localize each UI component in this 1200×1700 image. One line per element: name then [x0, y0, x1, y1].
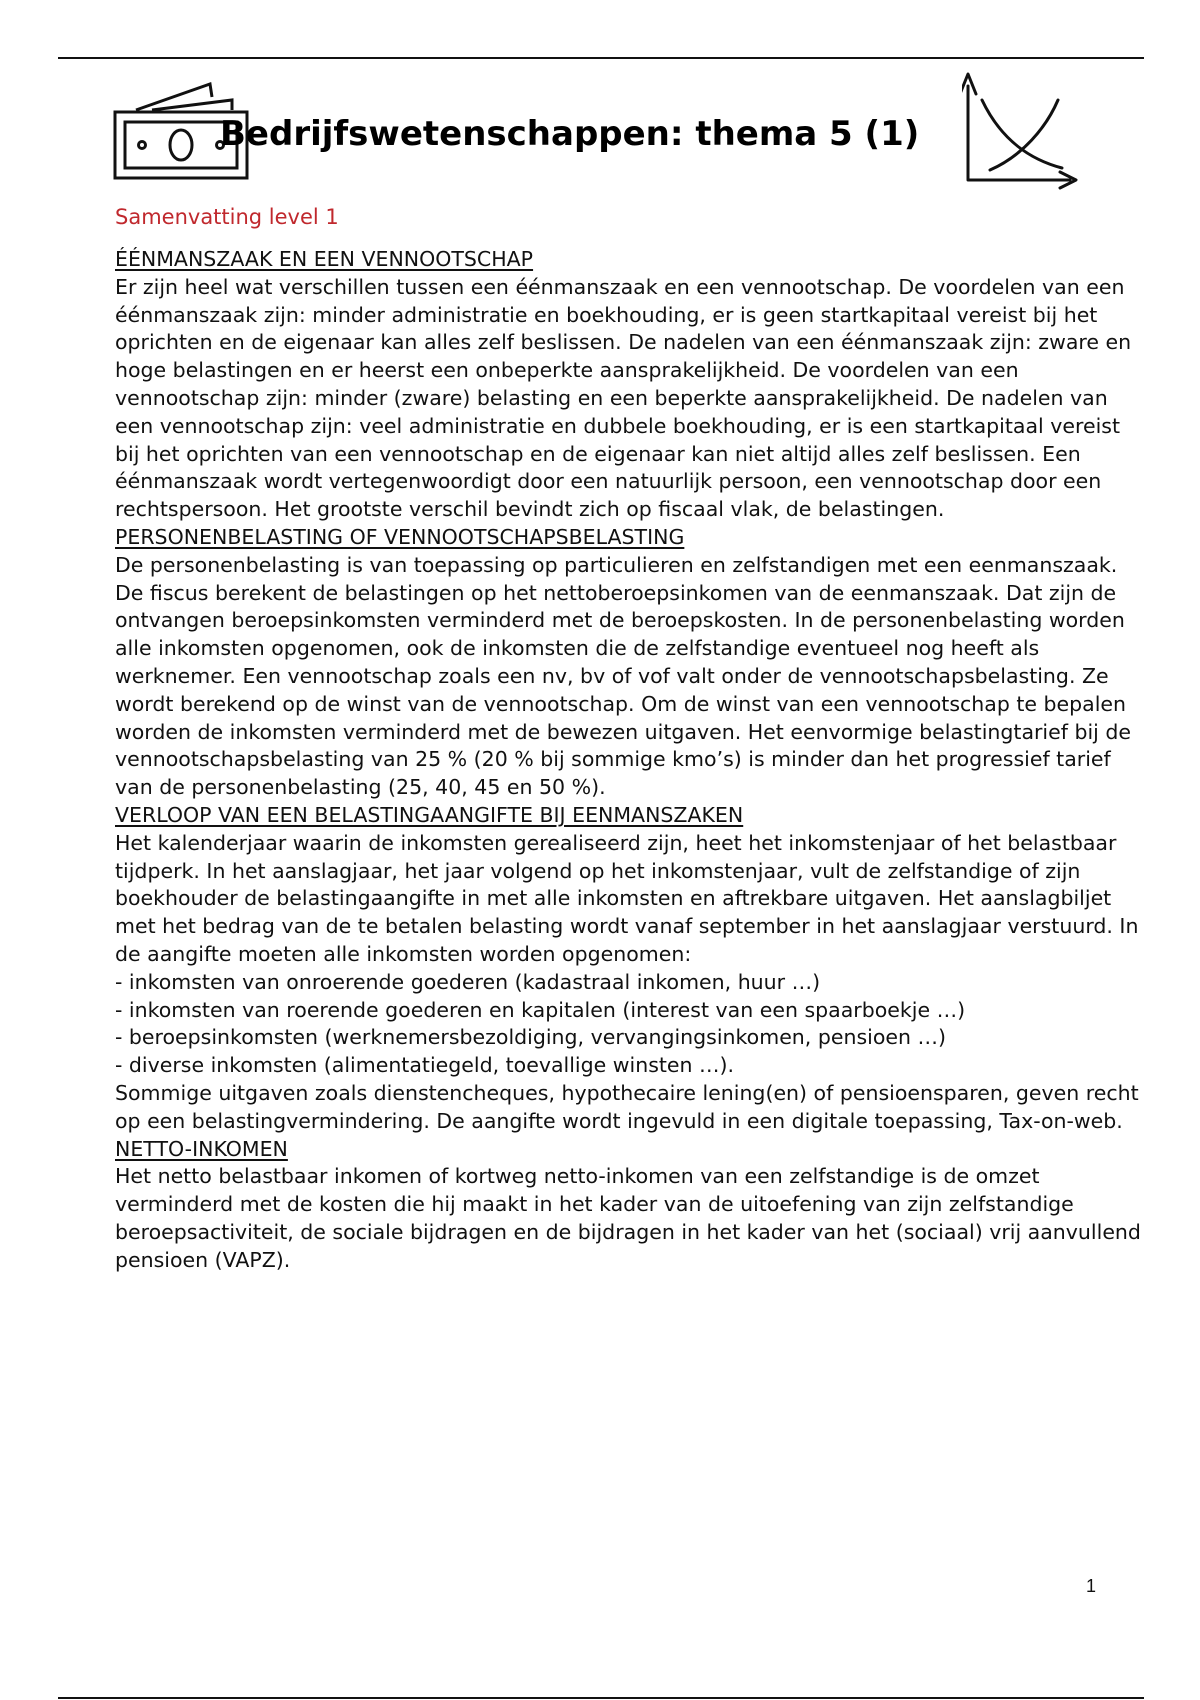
list-item: - inkomsten van roerende goederen en kapitalen (interest van een spaarboekje …) — [115, 997, 966, 1022]
document-subtitle: Samenvatting level 1 — [115, 205, 339, 229]
section-belastingaangifte — [115, 802, 1145, 1136]
section-paragraph: Sommige uitgaven zoals dienstencheques, hypothecaire lening(en) of pensioensparen, geven recht op een belastingvermindering. De aangifte wordt ingevuld in een digitale toepassing, Tax-on-web. — [115, 1080, 1139, 1133]
section-paragraph: Er zijn heel wat verschillen tussen een éénmanszaak en een vennootschap. De voordelen van een éénmanszaak zijn: minder administratie en boekhouding, er is geen startkapitaal vereist bij het oprichten en de eigenaar kan alles zelf beslissen. De nadelen van een éénmanszaak zijn: zware en hoge belastingen en er heerst een onbeperkte aansprakelijkheid. De voordelen van een vennootschap zijn: minder (zware) belasting en een beperkte aansprakelijkheid. De nadelen van een vennootschap zijn: veel administratie en dubbele boekhouding, er is een startkapitaal vereist bij het oprichten van een vennootschap en de eigenaar kan niet altijd alles zelf beslissen. Een éénmanszaak wordt vertegenwoordigt door een natuurlijk persoon, een vennootschap door een rechtspersoon. Het grootste verschil bevindt zich op fiscaal vlak, de belastingen. — [115, 274, 1132, 522]
page-number: 1 — [1085, 1576, 1096, 1596]
section-paragraph: Het netto belastbaar inkomen of kortweg netto-inkomen van een zelfstandige is de omzet verminderd met de kosten die hij maakt in het kader van de uitoefening van zijn zelfstandige beroepsactiviteit, de sociale bijdragen en de bijdragen in het kader van het (sociaal) vrij aanvullend pensioen (VAPZ). — [115, 1164, 1141, 1272]
top-divider — [58, 57, 1144, 59]
page-title: Bedrijfswetenschappen: thema 5 (1) — [220, 114, 920, 154]
section-netto-inkomen — [115, 1136, 1145, 1275]
list-item: - inkomsten van onroerende goederen (kadastraal inkomen, huur …) — [115, 969, 821, 994]
section-heading: VERLOOP VAN EEN BELASTINGAANGIFTE BIJ EENMANSZAKEN — [115, 802, 744, 827]
section-paragraph: De personenbelasting is van toepassing op particulieren en zelfstandigen met een eenmanszaak. De fiscus berekent de belastingen op het nettoberoepsinkomen van de eenmanszaak. Dat zijn de ontvangen beroepsinkomsten verminderd met de beroepskosten. In de personenbelasting worden alle inkomsten opgenomen, ook de inkomsten die de zelfstandige eventueel nog heeft als werknemer. Een vennootschap zoals een nv, bv of vof valt onder de vennootschapsbelasting. Ze wordt berekend op de winst van de vennootschap. Om de winst van een vennootschap te bepalen worden de inkomsten verminderd met de bewezen uitgaven. Het eenvormige belastingtarief bij de vennootschapsbelasting van 25 % (20 % bij sommige kmo’s) is minder dan het progressief tarief van de personenbelasting (25, 40, 45 en 50 %). — [115, 552, 1132, 800]
section-belasting — [115, 524, 1145, 802]
income-list — [115, 969, 1145, 1080]
supply-demand-graph-icon — [962, 72, 1080, 194]
list-item: - diverse inkomsten (alimentatiegeld, toevallige winsten …). — [115, 1053, 735, 1078]
section-heading: ÉÉNMANSZAAK EN EEN VENNOOTSCHAP — [115, 247, 534, 271]
bottom-divider — [58, 1697, 1144, 1699]
document-body — [115, 200, 1145, 1274]
section-heading: NETTO-INKOMEN — [115, 1136, 288, 1161]
section-eenmanszaak — [115, 246, 1145, 524]
list-item: - beroepsinkomsten (werknemersbezoldiging, vervangingsinkomen, pensioen …) — [115, 1025, 946, 1050]
section-heading: PERSONENBELASTING OF VENNOOTSCHAPSBELASTING — [115, 524, 685, 549]
section-paragraph: Het kalenderjaar waarin de inkomsten gerealiseerd zijn, heet het inkomstenjaar of het belastbaar tijdperk. In het aanslagjaar, het jaar volgend op het inkomstenjaar, vult de zelfstandige of zijn boekhouder de belastingaangifte in met alle inkomsten en aftrekbare uitgaven. Het aanslagbiljet met het bedrag van de te betalen belasting wordt vanaf september in het aanslagjaar verstuurd. In de aangifte moeten alle inkomsten worden opgenomen: — [115, 830, 1139, 966]
